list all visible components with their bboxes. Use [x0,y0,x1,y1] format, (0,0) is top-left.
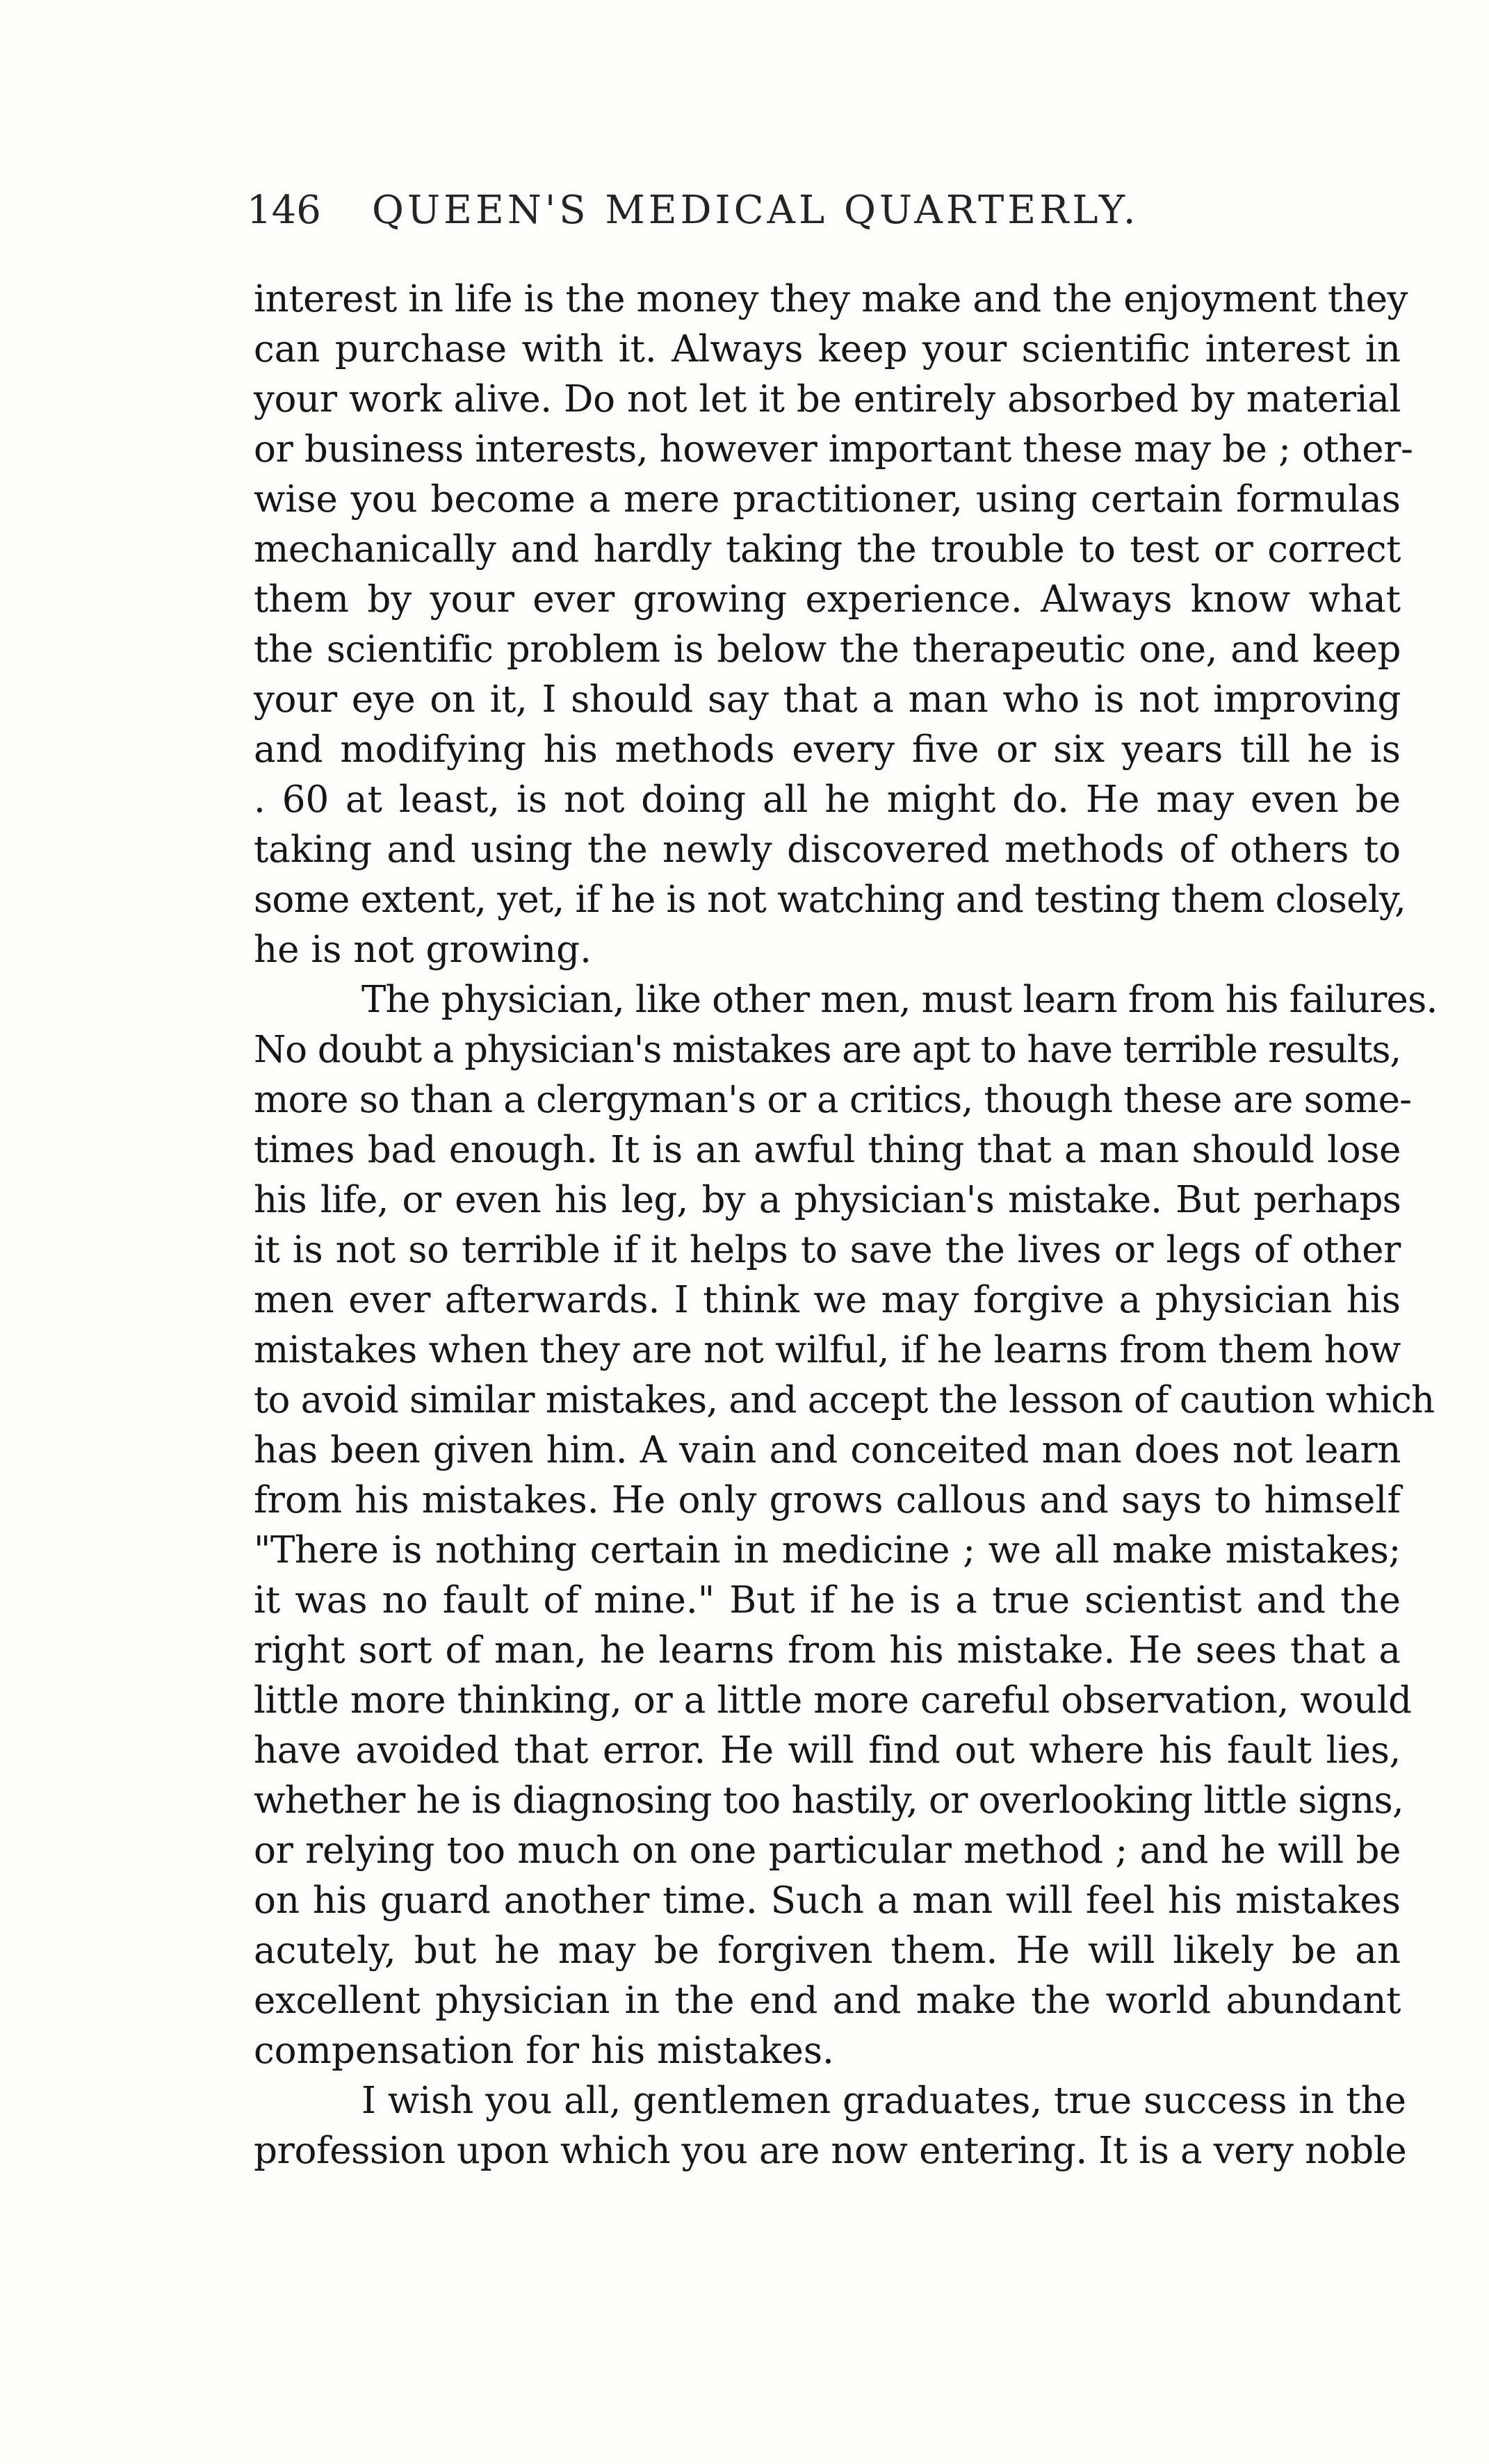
text-line: right sort of man, he learns from his mistake. He sees that a [254,1629,1401,1672]
text-line: mistakes when they are not wilful, if he learns from them how [254,1329,1401,1371]
running-head: QUEEN'S MEDICAL QUARTERLY. [372,188,1139,233]
text-line: has been given him. A vain and conceited man does not learn [254,1429,1401,1471]
text-line: "There is nothing certain in medicine ; we all make mistakes; [254,1529,1401,1572]
text-line: excellent physician in the end and make the world abundant [254,1980,1401,2022]
text-line: men ever afterwards. I think we may forgive a physician his [254,1279,1401,1321]
text-line: or business interests, however important these may be ; other- [254,428,1413,471]
text-line: compensation for his mistakes. [254,2030,834,2072]
text-line: . 60 at least, is not doing all he might do. He may even be [254,778,1401,821]
text-line: your eye on it, I should say that a man who is not improving [254,678,1401,721]
text-line: interest in life is the money they make and the enjoyment they [254,278,1408,320]
text-line: and modifying his methods every five or six years till he is [254,728,1401,771]
text-line: acutely, but he may be forgiven them. He will likely be an [254,1929,1401,1972]
text-line: or relying too much on one particular method ; and he will be [254,1829,1401,1872]
text-line: taking and using the newly discovered methods of others to [254,829,1401,871]
page-number: 146 [247,188,321,233]
text-line: on his guard another time. Such a man will feel his mistakes [254,1879,1401,1922]
text-line: his life, or even his leg, by a physician's mistake. But perhaps [254,1179,1401,1221]
text-line: some extent, yet, if he is not watching and testing them closely, [254,879,1406,921]
text-line: have avoided that error. He will find out where his fault lies, [254,1729,1401,1772]
text-line: wise you become a mere practitioner, using certain formulas [254,478,1401,521]
text-line: No doubt a physician's mistakes are apt to have terrible results, [254,1029,1401,1071]
text-line: times bad enough. It is an awful thing that a man should lose [254,1129,1401,1171]
text-line: them by your ever growing experience. Always know what [254,578,1401,621]
paragraph-start-line: The physician, like other men, must learn from his failures. [361,979,1438,1021]
text-line: little more thinking, or a little more careful observation, would [254,1679,1412,1722]
text-line: more so than a clergyman's or a critics, though these are some- [254,1079,1412,1121]
page-header [247,177,1387,247]
text-line: whether he is diagnosing too hastily, or overlooking little signs, [254,1779,1403,1822]
text-line: can purchase with it. Always keep your scientific interest in [254,328,1401,370]
text-line: it was no fault of mine." But if he is a true scientist and the [254,1579,1401,1622]
body-text [254,275,1438,2176]
text-line: mechanically and hardly taking the trouble to test or correct [254,528,1401,571]
text-line: the scientific problem is below the therapeutic one, and keep [254,628,1401,671]
paragraph-start-line: I wish you all, gentlemen graduates, true success in the [361,2080,1407,2122]
text-line: your work alive. Do not let it be entirely absorbed by material [254,378,1401,421]
text-line: to avoid similar mistakes, and accept the lesson of caution which [254,1379,1435,1421]
text-line: from his mistakes. He only grows callous and says to himself [254,1479,1401,1521]
text-line: profession upon which you are now entering. It is a very noble [254,2130,1407,2172]
text-line: it is not so terrible if it helps to save the lives or legs of other [254,1229,1401,1271]
text-line: he is not growing. [254,929,592,971]
